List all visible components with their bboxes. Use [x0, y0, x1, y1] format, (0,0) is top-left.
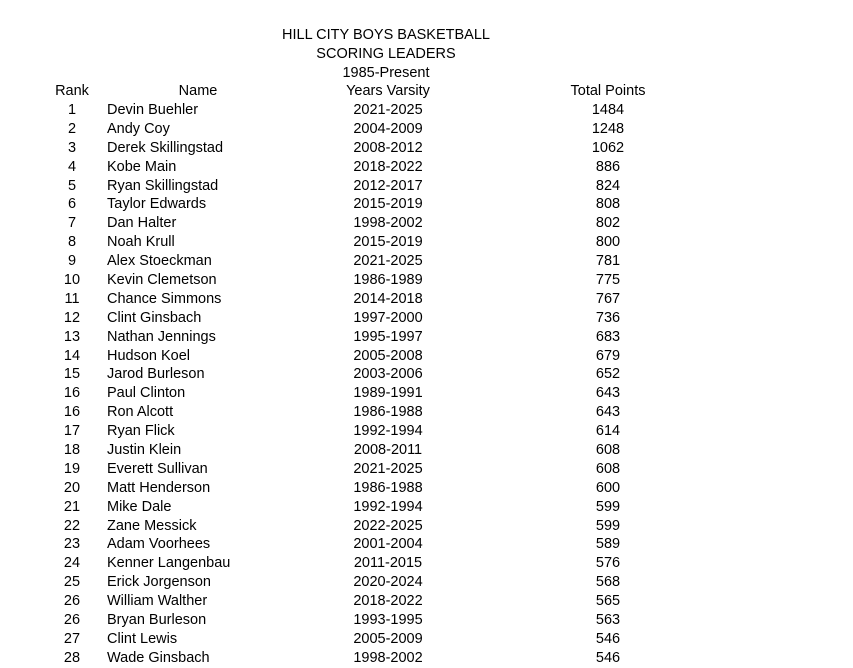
name-cell: Ron Alcott	[107, 404, 174, 421]
years-cell: 1986-1988	[353, 479, 423, 496]
table-row	[0, 535, 853, 554]
rank-cell: 9	[67, 253, 77, 270]
table-row	[0, 384, 853, 403]
rank-cell: 16	[63, 404, 81, 421]
name-cell: Alex Stoeckman	[107, 253, 212, 270]
years-cell: 2018-2022	[353, 158, 423, 175]
rank-cell: 13	[63, 328, 81, 345]
points-cell: 1248	[591, 120, 625, 137]
table-row	[0, 460, 853, 479]
years-cell: 2008-2012	[353, 139, 423, 156]
years-cell: 2012-2017	[353, 177, 423, 194]
rank-cell: 22	[63, 517, 81, 534]
name-cell: William Walther	[107, 593, 208, 610]
name-cell: Erick Jorgenson	[107, 574, 211, 591]
name-cell: Noah Krull	[107, 234, 175, 251]
table-row	[0, 422, 853, 441]
years-cell: 2015-2019	[353, 234, 423, 251]
rank-cell: 4	[67, 158, 77, 175]
scoring-table-body	[0, 101, 853, 668]
rank-cell: 18	[63, 442, 81, 459]
points-cell: 568	[595, 574, 621, 591]
rank-cell: 23	[63, 536, 81, 553]
years-cell: 2021-2025	[353, 460, 423, 477]
points-cell: 775	[595, 272, 621, 289]
years-cell: 2001-2004	[353, 536, 423, 553]
name-cell: Clint Lewis	[107, 630, 178, 647]
years-cell: 1992-1994	[353, 498, 423, 515]
title-line-3: 1985-Present	[342, 64, 430, 81]
table-row	[0, 101, 853, 120]
years-cell: 1997-2000	[353, 309, 423, 326]
points-cell: 679	[595, 347, 621, 364]
rank-cell: 26	[63, 593, 81, 610]
table-row	[0, 630, 853, 649]
table-row	[0, 158, 853, 177]
points-cell: 683	[595, 328, 621, 345]
points-cell: 736	[595, 309, 621, 326]
name-cell: Everett Sullivan	[107, 460, 208, 477]
name-cell: Taylor Edwards	[107, 196, 207, 213]
years-cell: 2021-2025	[353, 102, 423, 118]
rank-cell: 1	[67, 102, 77, 118]
rank-cell: 21	[63, 498, 81, 515]
points-cell: 599	[595, 498, 621, 515]
points-cell: 824	[595, 177, 621, 194]
years-cell: 2003-2006	[353, 366, 423, 383]
table-row	[0, 309, 853, 328]
name-cell: Justin Klein	[107, 442, 182, 459]
rank-cell: 14	[63, 347, 81, 364]
points-cell: 565	[595, 593, 621, 610]
years-cell: 1998-2002	[353, 649, 423, 666]
rank-cell: 10	[63, 272, 81, 289]
name-cell: Hudson Koel	[107, 347, 191, 364]
points-cell: 643	[595, 385, 621, 402]
table-row	[0, 177, 853, 196]
name-cell: Chance Simmons	[107, 290, 222, 307]
rank-cell: 27	[63, 630, 81, 647]
table-row	[0, 649, 853, 668]
years-cell: 2008-2011	[353, 442, 423, 459]
name-cell: Mike Dale	[107, 498, 172, 515]
table-row	[0, 271, 853, 290]
table-row	[0, 517, 853, 536]
points-cell: 614	[595, 423, 621, 440]
header-points: Total Points	[570, 83, 646, 99]
table-row	[0, 195, 853, 214]
rank-cell: 11	[64, 290, 80, 307]
name-cell: Paul Clinton	[107, 385, 186, 402]
years-cell: 1998-2002	[353, 215, 423, 232]
rank-cell: 7	[67, 215, 77, 232]
points-cell: 802	[595, 215, 621, 232]
table-row	[0, 252, 853, 271]
points-cell: 781	[595, 253, 621, 270]
years-cell: 2005-2009	[353, 630, 423, 647]
points-cell: 546	[595, 630, 621, 647]
name-cell: Zane Messick	[107, 517, 197, 534]
name-cell: Bryan Burleson	[107, 612, 207, 629]
points-cell: 546	[595, 649, 621, 666]
name-cell: Ryan Flick	[107, 423, 175, 440]
title-line-2: SCORING LEADERS	[316, 45, 456, 62]
points-cell: 1062	[591, 139, 625, 156]
table-row	[0, 554, 853, 573]
table-row	[0, 573, 853, 592]
points-cell: 886	[595, 158, 621, 175]
table-row	[0, 120, 853, 139]
name-cell: Jarod Burleson	[107, 366, 205, 383]
table-row	[0, 611, 853, 630]
table-header	[0, 82, 853, 101]
points-cell: 808	[595, 196, 621, 213]
rank-cell: 17	[63, 423, 81, 440]
years-cell: 1992-1994	[353, 423, 423, 440]
points-cell: 589	[595, 536, 621, 553]
years-cell: 1995-1997	[353, 328, 423, 345]
table-row	[0, 441, 853, 460]
points-cell: 608	[595, 442, 621, 459]
points-cell: 608	[595, 460, 621, 477]
document-title	[236, 26, 536, 82]
points-cell: 576	[595, 555, 621, 572]
years-cell: 1989-1991	[353, 385, 423, 402]
years-cell: 1986-1988	[353, 404, 423, 421]
name-cell: Kevin Clemetson	[107, 272, 217, 289]
rank-cell: 24	[63, 555, 81, 572]
table-row	[0, 214, 853, 233]
points-cell: 1484	[591, 102, 625, 118]
years-cell: 2005-2008	[353, 347, 423, 364]
rank-cell: 25	[63, 574, 81, 591]
years-cell: 2015-2019	[353, 196, 423, 213]
rank-cell: 26	[63, 612, 81, 629]
rank-cell: 20	[63, 479, 81, 496]
rank-cell: 2	[67, 120, 77, 137]
name-cell: Wade Ginsbach	[107, 649, 210, 666]
table-row	[0, 139, 853, 158]
name-cell: Matt Henderson	[107, 479, 211, 496]
rank-cell: 8	[67, 234, 77, 251]
name-cell: Derek Skillingstad	[107, 139, 224, 156]
table-row	[0, 347, 853, 366]
name-cell: Ryan Skillingstad	[107, 177, 219, 194]
rank-cell: 16	[63, 385, 81, 402]
points-cell: 600	[595, 479, 621, 496]
header-years: Years Varsity	[346, 83, 430, 99]
years-cell: 1993-1995	[353, 612, 423, 629]
name-cell: Dan Halter	[107, 215, 177, 232]
years-cell: 2021-2025	[353, 253, 423, 270]
rank-cell: 6	[67, 196, 77, 213]
name-cell: Nathan Jennings	[107, 328, 216, 345]
rank-cell: 5	[67, 177, 77, 194]
table-row	[0, 290, 853, 309]
points-cell: 767	[595, 290, 621, 307]
years-cell: 2022-2025	[353, 517, 423, 534]
rank-cell: 19	[63, 460, 81, 477]
rank-cell: 3	[67, 139, 77, 156]
table-row	[0, 365, 853, 384]
points-cell: 643	[595, 404, 621, 421]
rank-cell: 15	[63, 366, 81, 383]
table-row	[0, 592, 853, 611]
years-cell: 2011-2015	[353, 555, 423, 572]
header-rank: Rank	[55, 83, 89, 99]
years-cell: 1986-1989	[353, 272, 423, 289]
table-row	[0, 479, 853, 498]
title-line-1: HILL CITY BOYS BASKETBALL	[282, 27, 490, 43]
points-cell: 563	[595, 612, 621, 629]
name-cell: Kobe Main	[107, 158, 177, 175]
rank-cell: 28	[63, 649, 81, 666]
points-cell: 800	[595, 234, 621, 251]
name-cell: Devin Buehler	[107, 102, 199, 118]
years-cell: 2004-2009	[353, 120, 423, 137]
points-cell: 652	[595, 366, 621, 383]
rank-cell: 12	[63, 309, 81, 326]
header-name: Name	[178, 83, 218, 99]
name-cell: Andy Coy	[107, 120, 170, 137]
years-cell: 2014-2018	[353, 290, 423, 307]
name-cell: Clint Ginsbach	[107, 309, 202, 326]
table-row	[0, 328, 853, 347]
years-cell: 2020-2024	[353, 574, 423, 591]
table-row	[0, 403, 853, 422]
name-cell: Adam Voorhees	[107, 536, 211, 553]
table-row	[0, 233, 853, 252]
points-cell: 599	[595, 517, 621, 534]
name-cell: Kenner Langenbau	[107, 555, 231, 572]
years-cell: 2018-2022	[353, 593, 423, 610]
table-row	[0, 498, 853, 517]
